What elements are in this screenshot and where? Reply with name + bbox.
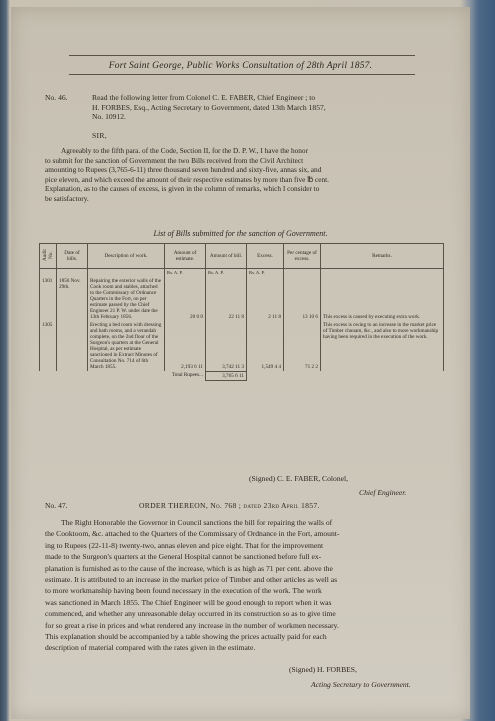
excess-cell: 2 11 8 — [247, 277, 284, 321]
header-rule-bottom — [69, 74, 415, 75]
table-cell — [57, 269, 88, 278]
letter-intro — [92, 93, 326, 122]
letter-body-line: amounting to Rupees (3,765-6-11) three thousand seven hundred and sixty-five, annas six, and — [45, 165, 322, 175]
header-excess: Excess. — [247, 244, 284, 269]
letter-body-line: be satisfactory. — [45, 193, 89, 203]
table-cell — [88, 269, 165, 278]
description-cell: Erecting a bed room with dressing and bath rooms, and a verandah complete, on the 2nd floor of the Surgeon's quarters at the General Hospital, as per estimate sanctioned in Extract Minutes of Consultation No. 714 of 6th March 1855. — [88, 321, 165, 371]
bills-table — [39, 243, 444, 381]
remarks-cell: This excess is owing to an increase in the market price of Timber chunam, &c., and also to more workmanship having been required in the execution of the work. — [321, 321, 444, 371]
table-subheader-row — [40, 269, 444, 278]
letter-body-line: pice eleven, and which exceed the amount of their respective estimates by more than five ℔ cent. — [45, 174, 329, 184]
bill-cell: 3,742 11 3 — [206, 321, 247, 371]
order-body-line: estimate. It is attributed to an increase in the market price of Timber and other articles as well as — [45, 575, 338, 585]
document-header-title: Fort Saint George, Public Works Consultation of 28th April 1857. — [108, 61, 373, 71]
audit-no-cell: 1305 — [40, 321, 57, 371]
signature-faber: (Signed) C. E. FABER, Colonel, — [249, 474, 349, 483]
total-label: Total Rupees... — [171, 372, 203, 378]
letter-body-line: Explanation, as to the causes of excess, is given in the column of remarks, which I consider to — [45, 184, 320, 194]
bill-cell: 22 11 8 — [206, 277, 247, 321]
excess-cell: 1,549 4 4 — [247, 321, 284, 371]
estimate-cell: 2,193 6 11 — [165, 321, 206, 371]
header-bill: Amount of bill. — [206, 244, 247, 269]
header-rule-top — [69, 55, 415, 56]
order-body-line: This explanation should be accompanied by a table showing the prices actually paid for each — [45, 632, 327, 642]
table-header-row — [40, 244, 444, 269]
table-row — [40, 277, 444, 321]
order-body-line: description of material compared with the rates given in the estimate. — [45, 643, 256, 653]
table-cell — [284, 269, 321, 278]
header-remarks: Remarks. — [321, 244, 444, 269]
order-body-line: for so great a rise in prices and what rendered any increase in the number of workmen necessary. — [45, 620, 339, 630]
letter-body-line: Agreeably to the fifth para. of the Code, Section II, for the D. P. W., I have the honor — [61, 146, 309, 155]
header-date: Date of bills. — [57, 244, 88, 269]
order-body-line: planation is furnished as to the cause of the increase, which is as high as 71 per cent. above the — [45, 563, 333, 573]
letter-salutation: SIR, — [92, 131, 107, 140]
order-body-line: ing to Rupees (22-11-8) twenty-two, annas eleven and pice eight. That for the improvement — [45, 540, 324, 550]
order-body-line: the Cooktoom, &c. attached to the Quarters of the Commissary of Ordnance in the Fort, amount- — [45, 529, 340, 539]
order-body-line: commenced, and whether any unreasonable delay occurred in its construction so as to give time — [45, 609, 336, 619]
order-body-line: to more workmanship having been found necessary in the execution of the work. The work — [45, 586, 322, 596]
audit-no-cell: 1301 — [40, 277, 57, 321]
table-cell — [57, 371, 88, 380]
signature-forbes: (Signed) H. FORBES, — [289, 665, 357, 674]
header-percentage: Per centage of excess. — [284, 244, 321, 269]
table-cell — [40, 269, 57, 278]
percentage-cell: 71 2 2 — [284, 321, 321, 371]
description-cell: Repairing the exterior walls of the Cook room and stables, attached to the Commissary of Ordnance Quarters in the Fort, on per estimate passed by the Chief Engineer 21 P. W. under date the 13th February 1856. — [88, 277, 165, 321]
letter-intro-line: No. 10912. — [92, 112, 126, 122]
order-number: No. 47. — [45, 501, 68, 510]
currency-subheader: Rs. A. P. — [165, 269, 206, 278]
remarks-cell: This excess is caused by executing extra work. — [321, 277, 444, 321]
total-value: 3,765 6 11 — [206, 371, 247, 380]
table-cell — [321, 269, 444, 278]
order-body-line: The Right Honorable the Governor in Council sanctions the bill for repairing the walls of — [61, 518, 333, 527]
currency-subheader: Rs. A. P. — [206, 269, 247, 278]
order-body — [45, 517, 339, 654]
signature-faber-title: Chief Engineer. — [359, 488, 407, 497]
estimate-cell: 20 0 0 — [165, 277, 206, 321]
letter-number: No. 46. — [45, 93, 68, 102]
currency-subheader: Rs. A. P. — [247, 269, 284, 278]
date-cell: 1856 Nov. 29th. — [57, 277, 88, 321]
header-description: Description of work. — [88, 244, 165, 269]
letter-body — [45, 146, 329, 204]
table-cell — [284, 371, 321, 380]
letter-body-line: to submit for the sanction of Government the two Bills received from the Civil Architect — [45, 155, 304, 165]
letter-intro-line: Read the following letter from Colonel C. E. FABER, Chief Engineer ; to — [92, 93, 316, 102]
header-audit-no: Audit No. — [40, 244, 57, 269]
order-body-line: made to the Surgeon's quarters at the General Hospital cannot be sanctioned before full ex- — [45, 552, 322, 562]
date-cell — [57, 321, 88, 371]
order-heading: ORDER THEREON, No. 768 ; dated 23rd April 1857. — [139, 501, 320, 510]
letter-intro-line: H. FORBES, Esq., Acting Secretary to Government, dated 13th March 1857, — [92, 102, 326, 112]
table-row — [40, 321, 444, 371]
header-estimate: Amount of estimate. — [165, 244, 206, 269]
document-page — [11, 7, 470, 719]
table-caption: List of Bills submitted for the sanction of Government. — [153, 229, 328, 238]
signature-forbes-title: Acting Secretary to Government. — [311, 680, 411, 689]
table-cell — [247, 371, 284, 380]
table-total-row — [40, 371, 444, 380]
table-cell — [321, 371, 444, 380]
table-cell — [40, 371, 57, 380]
percentage-cell: 13 10 6 — [284, 277, 321, 321]
order-body-line: was sanctioned in March 1855. The Chief Engineer will be good enough to report when it was — [45, 597, 332, 607]
